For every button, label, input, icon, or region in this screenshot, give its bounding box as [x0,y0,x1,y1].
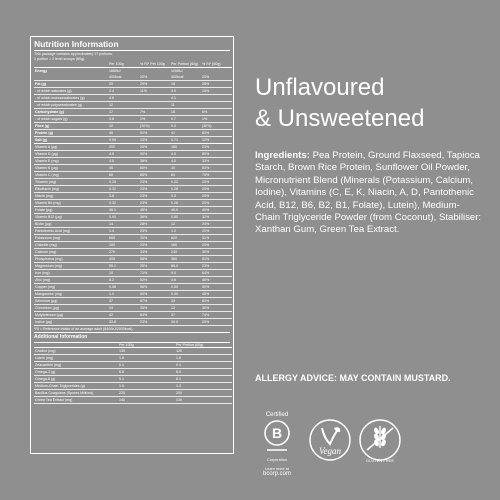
nutrition-row [34,283,232,290]
allergy-advice: ALLERGY ADVICE: MAY CONTAIN MUSTARD. [255,373,451,383]
nutrient-name: Carbohydrate (g) [34,108,108,115]
nutrient-value: 30% [201,304,232,311]
nutrient-value: 18 [170,80,201,87]
nutrient-value: 270 [108,248,139,255]
nutrient-value: 240 [170,248,201,255]
nutrient-value: 33.8 [108,318,139,325]
nutrient-value: 38% [139,157,170,164]
nutrient-value: 4.5 [108,157,139,164]
nutrition-row [34,276,232,283]
nutrient-value: 4.6 [108,94,139,101]
vegan-logo-icon [308,418,352,462]
additional-row [34,362,232,369]
additional-name: Green Tea Extract (mg) [34,397,118,404]
bcorp-badge: Certified B Corporation Learn more at bcorp.com [262,412,291,477]
nutrient-name: Protein (g) [34,129,108,136]
nutrient-value: 14 [108,304,139,311]
nutrient-value: 2.4 [108,87,139,94]
additional-row [34,348,232,355]
additional-value: 9.1 [118,376,175,383]
nutrient-value: 0.8 [108,115,139,122]
nutrient-value: 1008kJ [171,68,183,73]
nutrition-row [34,129,232,136]
nutrient-value: 68 [108,171,139,178]
nutrition-row [34,248,232,255]
nutrient-value: 71% [139,269,170,276]
nutrition-column-header: % RI* (60g) [201,62,232,67]
nutrient-value: 40 [170,164,201,171]
additional-value: 0.1 [175,362,232,369]
nutrition-row [34,164,232,171]
nutrient-value: 67% [139,297,170,304]
nutrient-value: 23% [139,227,170,234]
nutrition-row [34,304,232,311]
nutrient-name: Manganese (mg) [34,290,108,297]
nutrient-name: Vitamin D (μg) [34,150,108,157]
nutrient-value: 20% [201,199,232,206]
nutrient-name: Calcium (mg) [34,248,108,255]
ri-footnote: *RI = Reference intake of an average adult (8400kJ/2000kcal). [34,326,230,333]
nutrition-row [34,101,232,108]
nutrient-value: 45% [201,290,232,297]
nutrient-name: Vitamin K (μg) [34,164,108,171]
nutrition-row [34,115,232,122]
nutrition-row [34,318,232,325]
nutrient-value: 40% [201,206,232,213]
nutrition-row [34,185,232,192]
additional-column-header: Per Portion (60g) [175,343,232,348]
nutrient-value: 4.0 [170,157,201,164]
nutrient-value: (30%) [139,122,170,129]
nutrient-value: 17 [108,108,139,115]
nutrient-value: 4.5 [108,150,139,157]
nutrient-value: 13% [139,136,170,143]
additional-value: 8.1 [175,376,232,383]
nutrient-name: Riboflavin (mg) [34,185,108,192]
nutrition-row [34,227,232,234]
nutrition-row [34,199,232,206]
nutrition-row [34,213,232,220]
additional-value: 0.1 [118,362,175,369]
nutrient-value: 35% [139,304,170,311]
nutrient-value: 160 [170,241,201,248]
nutrient-value [201,101,232,108]
nutrient-value: 0.90 [170,290,201,297]
vegan-badge [308,418,352,467]
nutrient-value: 25% [139,262,170,269]
nutrient-value: 60 [170,171,201,178]
nutrient-name: Fibre (g) [34,122,108,129]
nutrition-row [34,241,232,248]
nutrient-value: 95.1 [108,262,139,269]
nutrient-value: 14 [108,220,139,227]
nutrient-name: Vitamin C (mg) [34,171,108,178]
nutrient-value: 30% [201,248,232,255]
nutrient-name: Chromium (μg) [34,304,108,311]
nutrition-row [34,87,232,94]
nutrition-row [34,220,232,227]
nutrient-name: Phosphorus (mg) [34,255,108,262]
nutrient-value: 0.50 [170,283,201,290]
nutrient-name: Salt (g) [34,136,108,143]
nutrient-value [201,94,232,101]
nutrient-name: Magnesium (mg) [34,262,108,269]
nutrient-value: 75% [201,171,232,178]
nutrient-value: 23% [139,241,170,248]
additional-info-table [34,343,232,405]
nutrient-value: 0.32 [108,185,139,192]
nutrient-value: 45 [108,164,139,171]
nutrient-name: Chloride (mg) [34,241,108,248]
nutrient-value: 31% [201,234,232,241]
nutrient-value: 9.0 [170,122,201,129]
additional-value: 1.6 [175,355,232,362]
nutrient-value: 10 [108,269,139,276]
nutrient-value: 15 [170,108,201,115]
nutrient-name: Zinc (mg) [34,276,108,283]
nutrition-row [34,206,232,213]
nutrient-name: Vitamin B12 (μg) [34,213,108,220]
additional-value: 1.8 [118,355,175,362]
nutrient-value: 405 [108,255,139,262]
nutrient-name: Copper (mg) [34,283,108,290]
nutrient-value: 40.0 [170,206,201,213]
nutrient-value: 20% [201,185,232,192]
nutrient-value: 92% [139,129,170,136]
nutrient-value: 0.90 [108,136,139,143]
nutrient-value: 0.25 [108,178,139,185]
nutrient-value: 1% [139,115,170,122]
nutrient-value: 25% [139,143,170,150]
nutrient-name: Vitamin A (μg) [34,143,108,150]
nutrition-row [34,150,232,157]
nutrient-value: 0.80 [170,213,201,220]
ingredients-text [255,150,483,237]
svg-text:B: B [271,425,283,441]
nutrient-name: Energy [35,68,48,73]
additional-row [34,355,232,362]
nutrition-row [34,157,232,164]
nutrient-value: 0.32 [108,199,139,206]
gluten-free-badge [358,418,402,463]
nutrient-name: Iron (mg) [34,269,108,276]
nutrition-row [34,255,232,262]
nutrient-value: 45% [139,206,170,213]
nutrient-value: 3.3 [170,192,201,199]
additional-row [34,390,232,397]
nutrition-row [34,80,232,87]
nutrient-name: - of which sugars (g) [34,115,108,122]
nutrient-value: 24% [201,220,232,227]
nutrient-value: 1.2 [170,227,201,234]
nutrient-value: 37 [108,297,139,304]
nutrition-column-header: Per Portion (60g) [170,62,201,67]
nutrient-value: 1680kJ [109,68,121,73]
nutrient-value: 20% [201,227,232,234]
nutrient-value: 46 [108,129,139,136]
additional-value: 1.5 [118,383,175,390]
nutrition-row [34,297,232,304]
nutrient-value: (30%) [201,122,232,129]
additional-name: Choline (mg) [34,348,118,355]
additional-column-header: Per 100g [118,343,175,348]
nutrient-value: 180 [170,143,201,150]
nutrient-value: 20% [201,318,232,325]
nutrition-column-header: % RI* Per 100g [139,62,170,67]
nutrient-value: 26% [201,80,232,87]
additional-name: Medium-Chain Triglycerides (g) [34,383,118,390]
nutrient-value: 12 [170,220,201,227]
nutrient-value: 0.90 [108,213,139,220]
nutrient-value: 84% [139,311,170,318]
nutrient-value: 620 [170,234,201,241]
nutrient-value: 60% [139,164,170,171]
nutrient-value: 10 [108,122,139,129]
portion-note: This package contains approximately 17 portions. 1 portion = 2 level scoops (60g). [34,52,113,61]
nutrient-value: 50% [201,283,232,290]
nutrient-value: 23% [139,318,170,325]
additional-value: 225 [118,390,175,397]
nutrient-value: 11 [170,101,201,108]
nutrient-value: 33 [170,297,201,304]
nutrient-value: 0.7 [170,115,201,122]
nutrient-name: Niacin (mg) [34,192,108,199]
nutrient-value: 85% [139,171,170,178]
nutrient-value: 23% [201,143,232,150]
nutrient-value: 23% [139,185,170,192]
nutrient-value: 6% [201,108,232,115]
nutrient-value: 32% [201,213,232,220]
nutrient-value: 23% [139,178,170,185]
additional-name: Lutein (mg) [34,355,118,362]
nutrition-row [34,269,232,276]
nutrient-value: 33% [201,157,232,164]
nutrient-value: 80% [201,129,232,136]
additional-name: Zeaxanthin (mg) [34,362,118,369]
nutrition-row [34,311,232,318]
additional-value: 120 [175,348,232,355]
nutrient-value: 0.28 [170,199,201,206]
nutrient-name: Pantothenic Acid (mg) [34,227,108,234]
nutrient-value: 42 [108,311,139,318]
nutrition-row [34,262,232,269]
nutrient-value: 80% [201,150,232,157]
ingredients-label: Ingredients: [255,150,310,161]
nutrient-value: 360 [170,255,201,262]
nutrient-value: 3.6 [108,192,139,199]
vegan-label: Vegan [319,446,341,456]
nutrient-value: 0.71 [170,136,201,143]
nutrient-value [139,94,170,101]
nutrient-value: 20% [201,192,232,199]
nutrient-name: Vitamin E (mg) [34,157,108,164]
nutrient-value [139,101,170,108]
nutrient-value: 4.6 [170,276,201,283]
nutrient-value: 28% [139,220,170,227]
nutrient-value: 3.0 [170,87,201,94]
nutrient-name: Selenium (μg) [34,297,108,304]
additional-value: 130 [175,397,232,404]
additional-value: 135 [118,348,175,355]
additional-value: 6.8 [118,369,175,376]
nutrient-value: 34% [139,248,170,255]
nutrition-row [34,143,232,150]
bcorp-logo-icon [263,419,291,453]
nutrient-value: 46% [201,276,232,283]
nutrient-value: 0.28 [170,185,201,192]
nutrient-value: 58% [139,255,170,262]
nutrition-table [34,62,232,326]
ingredients-list: Pea Protein, Ground Flaxseed, Tapioca Starch, Brown Rice Protein, Sunflower Oil Powder, Micronutrient Blend (Minerals (Potassium, Calcium, Iodine), Vitamins (C, E, K, Niacin, A, D, Pantothenic Acid, B12, B6, B2, B1, Folate), Lutein), Medium-Chain Triglyceride Powder (from Coconut), Stabiliser: Xanthan Gum, Green Tea Extract. [255,150,482,236]
nutrient-name: Vitamin B6 (mg) [34,199,108,206]
additional-row [34,383,232,390]
nutrient-value: 0.56 [108,283,139,290]
nutrition-row [34,234,232,241]
nutrient-value: 41 [170,129,201,136]
additional-row [34,397,232,404]
nutrition-panel [30,36,234,454]
nutrient-value: 202 [108,143,139,150]
additional-row [34,376,232,383]
nutrient-value: 15% [201,87,232,94]
additional-name: Omega-3 (g) [34,369,118,376]
additional-name: Omega-6 (g) [34,376,118,383]
nutrient-value: 5.2 [108,276,139,283]
nutrient-value: 668 [108,234,139,241]
additional-value: 200 [175,390,232,397]
nutrient-value: 20% [201,241,232,248]
nutrient-value: 20% [139,74,170,81]
additional-info-title: Additional Information [34,333,230,343]
nutrition-row [34,94,232,101]
nutrient-value: 23% [139,199,170,206]
additional-value: 6.0 [175,369,232,376]
nutrient-value: 1% [201,115,232,122]
nutrient-name: Potassium (mg) [34,234,108,241]
nutrient-value: 1.0 [108,290,139,297]
gluten-free-label: GLUTEN FREE [365,458,394,463]
nutrient-value: 74% [201,311,232,318]
nutrient-value: 90% [139,150,170,157]
nutrient-value: 50% [139,290,170,297]
nutrition-row [34,122,232,129]
nutrient-value: 29% [139,80,170,87]
nutrient-name: - of which polyunsaturates (g) [34,101,108,108]
nutrient-value: 60% [201,297,232,304]
nutrient-value: 12% [201,136,232,143]
nutrient-value: 51% [201,255,232,262]
nutrient-value: 20% [201,178,232,185]
nutrient-value: 20 [108,80,139,87]
nutrient-value: 0.22 [170,178,201,185]
nutrition-row [34,192,232,199]
nutrient-name: Molybdenum (μg) [34,311,108,318]
nutrient-value: 23% [201,262,232,269]
additional-value: 1.3 [175,383,232,390]
nutrient-value: 30.0 [170,318,201,325]
nutrient-value: 23% [139,192,170,199]
nutrient-value: 52% [139,276,170,283]
nutrient-value: 53% [201,164,232,171]
nutrient-value: 12 [108,101,139,108]
nutrient-name: Biotin (μg) [34,220,108,227]
nutrient-value: 4.0 [170,150,201,157]
additional-value: 140 [118,397,175,404]
additional-row [34,369,232,376]
nutrition-row [34,171,232,178]
nutrient-value: 35% [139,234,170,241]
nutrient-name: Thiamin (mg) [34,178,108,185]
additional-name: Bacillus Coagulans (Spores Millions) [34,390,118,397]
nutrient-value: 400kcal [170,74,201,81]
nutrient-value: 46.1 [108,206,139,213]
nutrition-title: Nutrition Information [34,39,230,51]
nutrient-name: Iodine (μg) [34,318,108,325]
nutrient-value: 11% [139,87,170,94]
nutrient-value: 7% [139,108,170,115]
nutrient-value: 1.4 [108,227,139,234]
nutrient-value: 37 [170,311,201,318]
nutrient-value: 400kcal [108,74,139,81]
gluten-free-icon [358,418,402,462]
nutrient-name: - of which saturates (g) [34,87,108,94]
nutrient-value: 180 [108,241,139,248]
nutrient-value: 64% [201,269,232,276]
nutrition-row [34,108,232,115]
nutrient-value: 12 [170,304,201,311]
nutrient-name: - of which monounsaturates (g) [34,94,108,101]
nutrient-value: 56% [139,283,170,290]
nutrient-value: 9.0 [170,269,201,276]
product-title: Unflavoured & Unsweetened [255,74,425,132]
nutrient-value: 4.1 [170,94,201,101]
nutrient-name: Fat (g) [34,80,108,87]
nutrition-row [34,136,232,143]
nutrient-name: Folate (μg) [34,206,108,213]
nutrition-row [34,178,232,185]
nutrition-column-header: Per 100g [108,62,139,67]
nutrient-value: 36% [139,213,170,220]
nutrient-value: 20% [201,74,232,81]
nutrition-row [34,290,232,297]
nutrient-value: 85.0 [170,262,201,269]
